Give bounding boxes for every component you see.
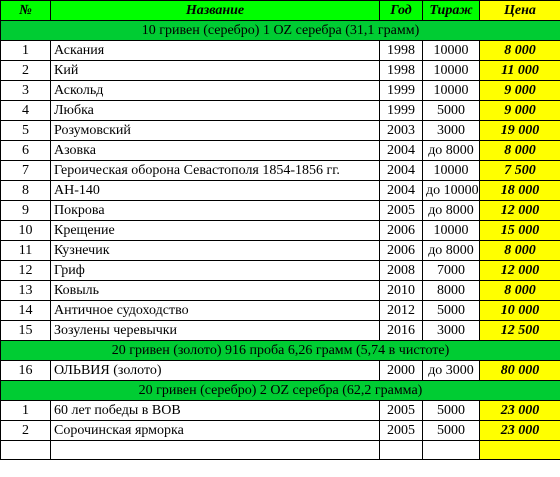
cell-number: 1 [1, 41, 51, 61]
cell-tirazh: 3000 [423, 321, 480, 341]
cell-price: 12 500 [480, 321, 560, 341]
section-row [1, 381, 560, 401]
section-title: 10 гривен (серебро) 1 OZ серебра (31,1 грамм) [1, 21, 560, 41]
header-year: Год [380, 1, 423, 21]
cell-price: 15 000 [480, 221, 560, 241]
cell-price: 23 000 [480, 421, 560, 441]
table-row [1, 261, 560, 281]
cell-name: ОЛЬВИЯ (золото) [51, 361, 380, 381]
cell-price: 8 000 [480, 281, 560, 301]
cell-name: Азовка [51, 141, 380, 161]
blank-cell [1, 441, 51, 460]
cell-number: 12 [1, 261, 51, 281]
cell-price: 8 000 [480, 241, 560, 261]
blank-row [1, 441, 560, 460]
table-row [1, 81, 560, 101]
header-number: № [1, 1, 51, 21]
cell-name: Античное судоходство [51, 301, 380, 321]
cell-name: Покрова [51, 201, 380, 221]
table-row [1, 161, 560, 181]
cell-tirazh: 3000 [423, 121, 480, 141]
table-row [1, 401, 560, 421]
cell-tirazh: 5000 [423, 301, 480, 321]
cell-price: 8 000 [480, 141, 560, 161]
header-row [1, 1, 560, 21]
cell-number: 4 [1, 101, 51, 121]
cell-price: 18 000 [480, 181, 560, 201]
table-row [1, 121, 560, 141]
cell-price: 10 000 [480, 301, 560, 321]
cell-tirazh: 10000 [423, 61, 480, 81]
table-row [1, 181, 560, 201]
cell-number: 6 [1, 141, 51, 161]
cell-price: 80 000 [480, 361, 560, 381]
cell-number: 10 [1, 221, 51, 241]
table-row [1, 101, 560, 121]
cell-tirazh: 10000 [423, 41, 480, 61]
cell-year: 2005 [380, 401, 423, 421]
cell-tirazh: до 8000 [423, 141, 480, 161]
cell-price: 8 000 [480, 41, 560, 61]
cell-tirazh: до 3000 [423, 361, 480, 381]
header-price: Цена [480, 1, 560, 21]
cell-price: 9 000 [480, 101, 560, 121]
cell-tirazh: 10000 [423, 81, 480, 101]
header-name: Название [51, 1, 380, 21]
table-row [1, 241, 560, 261]
cell-year: 1999 [380, 101, 423, 121]
cell-year: 2006 [380, 241, 423, 261]
cell-number: 16 [1, 361, 51, 381]
table-row [1, 361, 560, 381]
cell-name: Героическая оборона Севастополя 1854-1856 гг. [51, 161, 380, 181]
cell-year: 2003 [380, 121, 423, 141]
cell-name: Кий [51, 61, 380, 81]
cell-year: 2004 [380, 141, 423, 161]
blank-cell [380, 441, 423, 460]
blank-cell [51, 441, 380, 460]
cell-number: 8 [1, 181, 51, 201]
cell-number: 14 [1, 301, 51, 321]
cell-name: Ковыль [51, 281, 380, 301]
cell-year: 1998 [380, 61, 423, 81]
cell-price: 12 000 [480, 201, 560, 221]
section-row [1, 21, 560, 41]
cell-tirazh: до 10000 [423, 181, 480, 201]
cell-number: 13 [1, 281, 51, 301]
cell-number: 11 [1, 241, 51, 261]
table-row [1, 41, 560, 61]
cell-name: Гриф [51, 261, 380, 281]
cell-tirazh: 5000 [423, 401, 480, 421]
cell-name: АН-140 [51, 181, 380, 201]
cell-tirazh: 5000 [423, 421, 480, 441]
cell-number: 5 [1, 121, 51, 141]
cell-name: Крещение [51, 221, 380, 241]
cell-tirazh: 5000 [423, 101, 480, 121]
section-row [1, 341, 560, 361]
cell-number: 9 [1, 201, 51, 221]
cell-tirazh: 8000 [423, 281, 480, 301]
table-row [1, 421, 560, 441]
cell-tirazh: до 8000 [423, 201, 480, 221]
cell-name: 60 лет победы в ВОВ [51, 401, 380, 421]
cell-year: 2005 [380, 421, 423, 441]
cell-year: 2004 [380, 161, 423, 181]
cell-price: 9 000 [480, 81, 560, 101]
cell-year: 1998 [380, 41, 423, 61]
table-row [1, 201, 560, 221]
cell-tirazh: 7000 [423, 261, 480, 281]
cell-name: Сорочинская ярморка [51, 421, 380, 441]
section-title: 20 гривен (золото) 916 проба 6,26 грамм (5,74 в чистоте) [1, 341, 560, 361]
cell-name: Кузнечик [51, 241, 380, 261]
header-tirazh: Тираж [423, 1, 480, 21]
cell-price: 7 500 [480, 161, 560, 181]
cell-name: Любка [51, 101, 380, 121]
cell-number: 2 [1, 61, 51, 81]
cell-price: 23 000 [480, 401, 560, 421]
cell-price: 11 000 [480, 61, 560, 81]
cell-year: 1999 [380, 81, 423, 101]
section-title: 20 гривен (серебро) 2 OZ серебра (62,2 грамма) [1, 381, 560, 401]
blank-cell [423, 441, 480, 460]
table-row [1, 321, 560, 341]
cell-name: Зозулены черевычки [51, 321, 380, 341]
cell-number: 15 [1, 321, 51, 341]
table-row [1, 61, 560, 81]
cell-number: 1 [1, 401, 51, 421]
cell-year: 2000 [380, 361, 423, 381]
cell-tirazh: 10000 [423, 221, 480, 241]
cell-year: 2004 [380, 181, 423, 201]
cell-name: Розумовский [51, 121, 380, 141]
cell-year: 2012 [380, 301, 423, 321]
cell-tirazh: 10000 [423, 161, 480, 181]
table-row [1, 281, 560, 301]
table-row [1, 221, 560, 241]
cell-price: 12 000 [480, 261, 560, 281]
cell-year: 2016 [380, 321, 423, 341]
cell-number: 3 [1, 81, 51, 101]
cell-year: 2008 [380, 261, 423, 281]
cell-price: 19 000 [480, 121, 560, 141]
cell-tirazh: до 8000 [423, 241, 480, 261]
table-body [1, 21, 560, 460]
cell-number: 7 [1, 161, 51, 181]
blank-price-cell [480, 441, 560, 460]
cell-year: 2010 [380, 281, 423, 301]
cell-year: 2006 [380, 221, 423, 241]
cell-year: 2005 [380, 201, 423, 221]
table-row [1, 301, 560, 321]
cell-name: Аскания [51, 41, 380, 61]
table-row [1, 141, 560, 161]
cell-number: 2 [1, 421, 51, 441]
cell-name: Аскольд [51, 81, 380, 101]
